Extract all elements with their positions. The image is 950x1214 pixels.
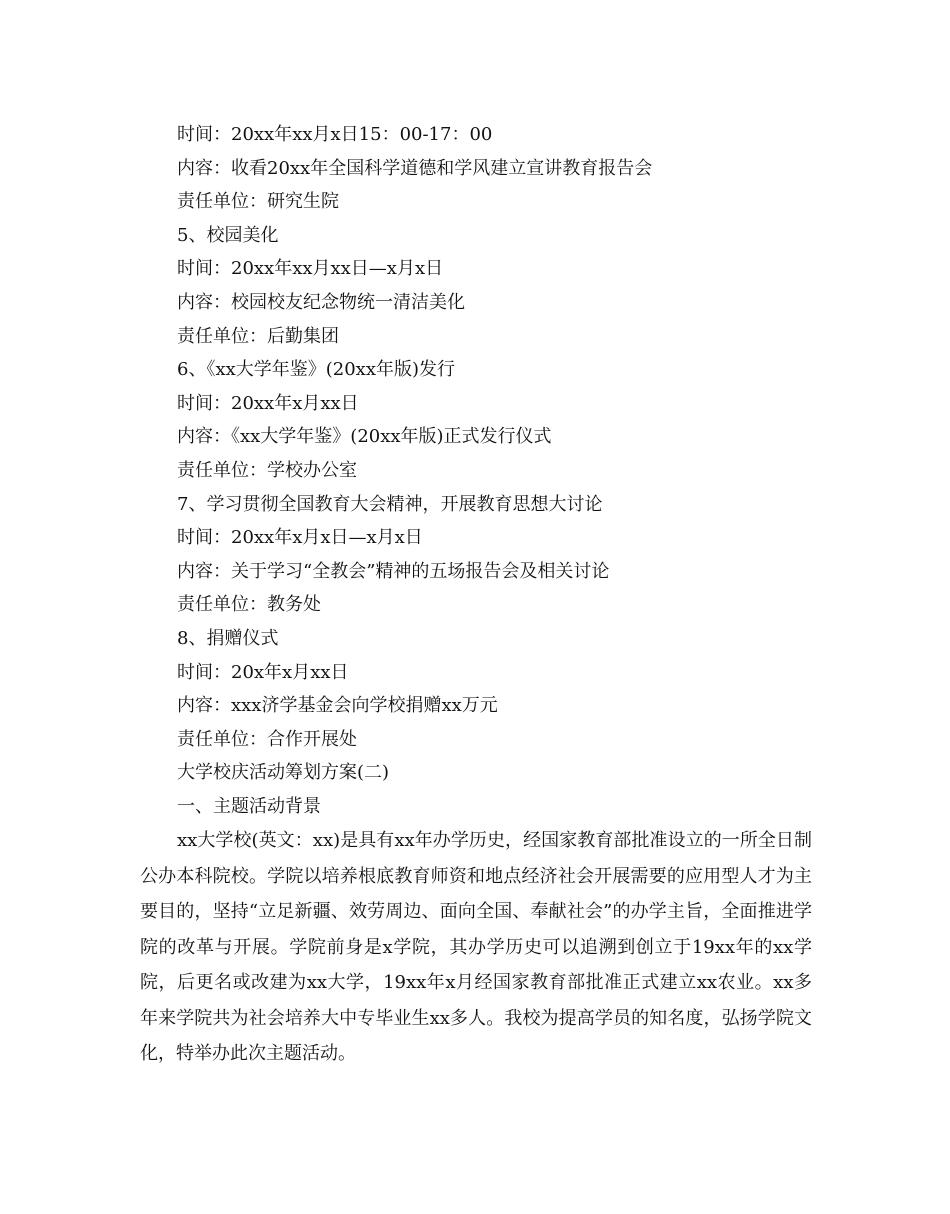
schedule-unit-line: 责任单位：学校办公室 [177,459,357,481]
schedule-content-line: 内容：收看20xx年全国科学道德和学风建立宣讲教育报告会 [177,157,653,179]
schedule-unit-line: 责任单位：合作开展处 [177,728,357,750]
schedule-unit-line: 责任单位：后勤集团 [177,325,339,347]
schedule-unit-line: 责任单位：研究生院 [177,191,339,213]
section-heading-6: 6、《xx大学年鉴》(20xx年版)发行 [177,359,456,381]
plan-title: 大学校庆活动筹划方案(二) [177,762,390,784]
section-heading-background: 一、主题活动背景 [177,795,321,817]
background-paragraph: xx大学校(英文：xx)是具有xx年办学历史，经国家教育部批准设立的一所全日制公办本科院校。学院以培养根底教育师资和地点经济社会开展需要的应用型人才为主要目的，坚持“立足新疆、效劳周边、面向全国、奉献社会”的办学主旨，全面推进学院的改革与开展。学院前身是x学院，其办学历史可以追溯到创立于19xx年的xx学院，后更名或改建为xx大学，19xx年x月经国家教育部批准正式建立xx农业。xx多年来学院共为社会培养大中专毕业生xx多人。我校为提高学员的知名度，弘扬学院文化，特举办此次主题活动。 [140,830,812,1064]
schedule-content-line: 内容：关于学习“全教会”精神的五场报告会及相关讨论 [177,560,610,582]
section-heading-5: 5、校园美化 [177,224,279,246]
schedule-content-line: 内容：《xx大学年鉴》(20xx年版)正式发行仪式 [177,426,552,448]
schedule-time-line: 时间：20xx年x月xx日 [177,392,359,414]
section-heading-8: 8、捐赠仪式 [177,627,279,649]
schedule-time-line: 时间：20xx年xx月xx日—x月x日 [177,258,444,280]
schedule-time-line: 时间：20xx年xx月x日15：00-17：00 [177,124,493,145]
schedule-content-line: 内容：xxx济学基金会向学校捐赠xx万元 [177,695,498,717]
schedule-content-line: 内容：校园校友纪念物统一清洁美化 [177,291,465,313]
document-body [140,118,820,1071]
schedule-unit-line: 责任单位：教务处 [177,594,321,616]
schedule-time-line: 时间：20xx年x月x日—x月x日 [177,527,423,549]
section-heading-7: 7、学习贯彻全国教育大会精神，开展教育思想大讨论 [177,493,603,515]
schedule-time-line: 时间：20x年x月xx日 [177,661,349,683]
